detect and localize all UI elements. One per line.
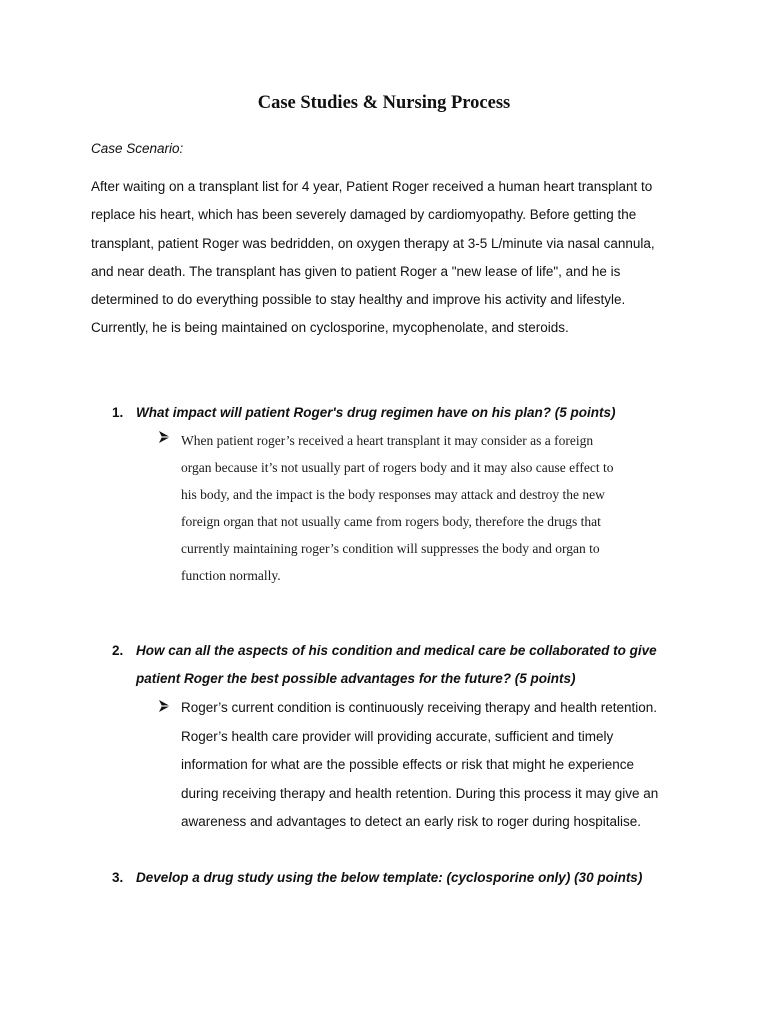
answer-line: function normally. bbox=[181, 567, 281, 583]
answer-line: foreign organ that not usually came from rogers body, therefore the drugs that bbox=[181, 513, 601, 529]
question-line: Develop a drug study using the below template: (cyclosporine only) (30 points) bbox=[136, 870, 643, 885]
question-number: 2. bbox=[112, 643, 124, 658]
page-title: Case Studies & Nursing Process bbox=[257, 93, 511, 113]
answer-line: organ because it’s not usually part of rogers body and it may also cause effect to bbox=[181, 459, 614, 475]
answer-line: awareness and advantages to detect an early risk to roger during hospitalise. bbox=[181, 814, 642, 829]
question-text bbox=[136, 399, 616, 427]
arrow-bullet-icon bbox=[158, 699, 171, 713]
question-line: How can all the aspects of his condition and medical care be collaborated to give bbox=[136, 643, 657, 658]
question-number: 1. bbox=[112, 405, 124, 420]
answer-line: his body, and the impact is the body responses may attack and destroy the new bbox=[181, 486, 605, 502]
answer-line: Roger’s current condition is continuously receiving therapy and health retention. bbox=[181, 700, 658, 715]
scenario-line: and near death. The transplant has given to patient Roger a "new lease of life", and he is bbox=[91, 263, 621, 279]
scenario-label: Case Scenario: bbox=[91, 141, 184, 156]
scenario-line: determined to do everything possible to stay healthy and improve his activity and lifestyle. bbox=[91, 292, 626, 308]
answer-text bbox=[181, 428, 614, 589]
question-line: patient Roger the best possible advantages for the future? (5 points) bbox=[136, 671, 576, 686]
scenario-line: replace his heart, which has been severely damaged by cardiomyopathy. Before getting the bbox=[91, 207, 637, 223]
answer-line: When patient roger’s received a heart transplant it may consider as a foreign bbox=[181, 433, 594, 448]
question-number: 3. bbox=[112, 870, 124, 885]
answer-line: information for what are the possible effects or risk that might he experience bbox=[181, 757, 634, 772]
question-line: What impact will patient Roger's drug regimen have on his plan? (5 points) bbox=[136, 405, 616, 420]
answer-line: Roger’s health care provider will providing accurate, sufficient and timely bbox=[181, 728, 614, 744]
answer-text bbox=[181, 694, 658, 837]
scenario-paragraph bbox=[91, 173, 691, 343]
scenario-line: transplant, patient Roger was bedridden, on oxygen therapy at 3-5 L/minute via nasal cannula, bbox=[91, 235, 655, 251]
question-text bbox=[136, 864, 642, 892]
scenario-line: Currently, he is being maintained on cyclosporine, mycophenolate, and steroids. bbox=[91, 320, 569, 336]
answer-line: during receiving therapy and health retention. During this process it may give an bbox=[181, 785, 659, 801]
answer-line: currently maintaining roger’s condition will suppresses the body and organ to bbox=[181, 540, 600, 556]
question-text bbox=[136, 637, 657, 693]
scenario-line: After waiting on a transplant list for 4 year, Patient Roger received a human heart transplant to bbox=[91, 179, 653, 194]
arrow-bullet-icon bbox=[158, 430, 171, 444]
